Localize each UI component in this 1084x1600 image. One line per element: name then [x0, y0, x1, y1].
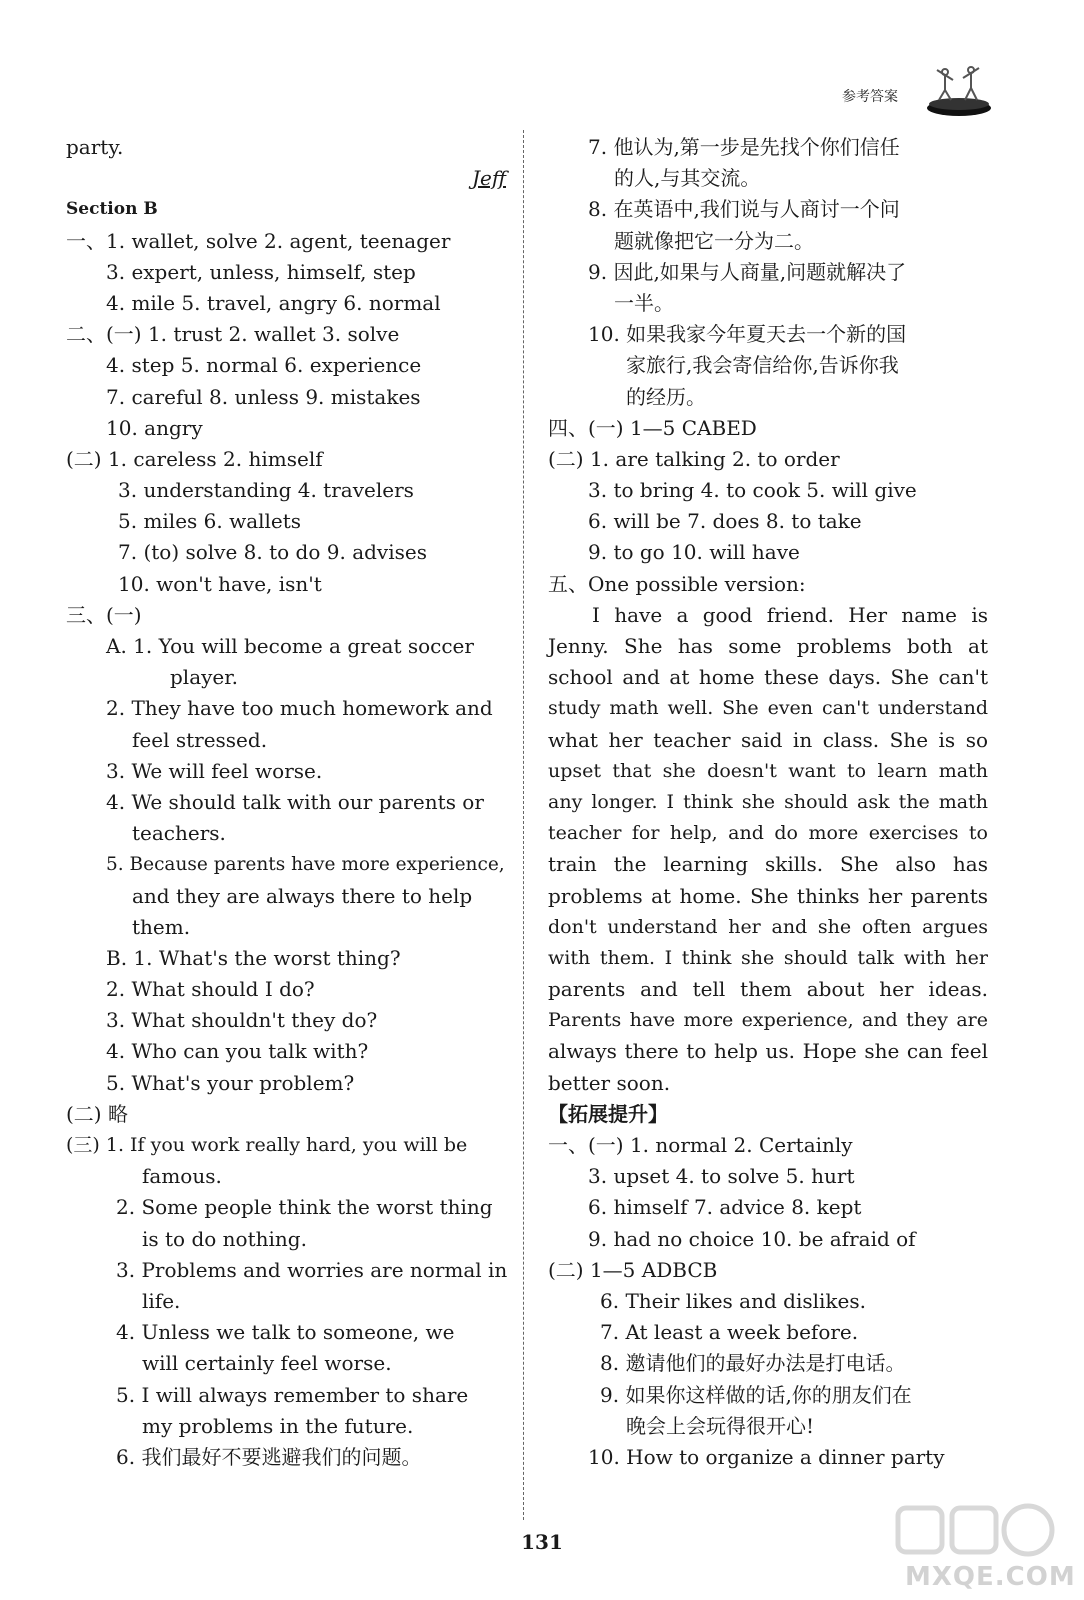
line: 9. 如果你这样做的话,你的朋友们在	[600, 1382, 912, 1407]
line: study math well. She even can't understand	[548, 697, 988, 720]
line: teachers.	[132, 821, 226, 846]
header-figures-icon	[925, 62, 993, 118]
line: parents and tell them about her ideas.	[548, 977, 988, 1002]
line: feel stressed.	[132, 727, 268, 752]
line: 9. to go 10. will have	[588, 540, 800, 565]
line: 8. 在英语中,我们说与人商讨一个问	[588, 197, 900, 222]
line: player.	[170, 665, 238, 690]
line: and they are always there to help	[132, 883, 473, 908]
line: 7. At least a week before.	[600, 1320, 859, 1345]
line: with them. I think she should talk with her	[548, 946, 988, 969]
line: 4. mile 5. travel, angry 6. normal	[106, 290, 441, 315]
section-heading: 【拓展提升】	[548, 1101, 668, 1126]
line: 的人,与其交流。	[614, 166, 761, 191]
line: 10. 如果我家今年夏天去一个新的国	[588, 322, 907, 347]
line: (三) 1. If you work really hard, you will be	[66, 1134, 468, 1156]
line: 4. step 5. normal 6. experience	[106, 353, 422, 378]
line: 7. 他认为,第一步是先找个你们信任	[588, 135, 900, 159]
line: 9. had no choice 10. be afraid of	[588, 1226, 916, 1251]
line: 7. (to) solve 8. to do 9. advises	[118, 540, 427, 565]
line: 8. 邀请他们的最好办法是打电话。	[600, 1351, 906, 1376]
line: (二) 1. careless 2. himself	[66, 446, 323, 471]
right-column	[548, 132, 988, 1473]
line: don't understand her and she often argues	[548, 915, 988, 938]
line: 2. They have too much homework and	[106, 696, 493, 721]
line: 3. What shouldn't they do?	[106, 1008, 378, 1033]
line: 一、1. wallet, solve 2. agent, teenager	[66, 228, 451, 253]
line: what her teacher said in class. She is so	[548, 727, 988, 752]
line: 10. How to organize a dinner party	[588, 1444, 945, 1469]
line: train the learning skills. She also has	[548, 852, 988, 877]
line: famous.	[142, 1164, 222, 1189]
line: (二) 1—5 ADBCB	[548, 1257, 718, 1282]
line: 3. understanding 4. travelers	[118, 478, 414, 503]
line: upset that she doesn't want to learn math	[548, 759, 988, 782]
line: party.	[66, 135, 124, 159]
line: 3. expert, unless, himself, step	[106, 259, 416, 284]
line: them.	[132, 914, 191, 939]
line: any longer. I think she should ask the math	[548, 790, 988, 813]
line: school and at home these days. She can't	[548, 665, 988, 690]
line: 三、(一)	[66, 602, 142, 627]
line: 7. careful 8. unless 9. mistakes	[106, 384, 421, 409]
line: 6. 我们最好不要逃避我们的问题。	[116, 1444, 422, 1469]
signature: Jeff	[471, 166, 506, 191]
line: 4. Who can you talk with?	[106, 1039, 369, 1064]
line: better soon.	[548, 1070, 671, 1095]
line: 五、One possible version:	[548, 571, 806, 596]
line: 2. What should I do?	[106, 977, 315, 1002]
line: 9. 因此,如果与人商量,问题就解决了	[588, 259, 907, 284]
line: teacher for help, and do more exercises to	[548, 822, 988, 845]
section-heading: Section B	[66, 199, 158, 220]
line: my problems in the future.	[142, 1413, 414, 1438]
line: Jenny. She has some problems both at	[548, 634, 988, 658]
line: 4. Unless we talk to someone, we	[116, 1320, 455, 1345]
line: 家旅行,我会寄信给你,告诉你我	[626, 353, 899, 378]
line: 晚会上会玩得很开心!	[626, 1413, 815, 1438]
signature-line	[66, 163, 506, 194]
line: 5. I will always remember to share	[116, 1382, 469, 1407]
line: 二、(一) 1. trust 2. wallet 3. solve	[66, 322, 400, 347]
line: A. 1. You will become a great soccer	[106, 634, 474, 658]
line: 题就像把它一分为二。	[614, 228, 814, 253]
line: (二) 1. are talking 2. to order	[548, 446, 840, 471]
line: Parents have more experience, and they are	[548, 1009, 988, 1032]
line: 一半。	[614, 290, 674, 315]
page-number: 131	[521, 1530, 563, 1554]
line: 4. We should talk with our parents or	[106, 789, 484, 814]
line: will certainly feel worse.	[142, 1351, 392, 1376]
line: (二) 略	[66, 1101, 128, 1126]
line: 四、(一) 1—5 CABED	[548, 415, 757, 440]
line: 6. will be 7. does 8. to take	[588, 509, 862, 534]
line: 2. Some people think the worst thing	[116, 1195, 493, 1220]
line: always there to help us. Hope she can feel	[548, 1039, 988, 1064]
line: is to do nothing.	[142, 1226, 307, 1251]
line: 3. Problems and worries are normal in	[116, 1257, 508, 1282]
line: 3. to bring 4. to cook 5. will give	[588, 478, 917, 503]
line: B. 1. What's the worst thing?	[106, 945, 401, 970]
line: 3. We will feel worse.	[106, 758, 323, 783]
left-column	[66, 132, 506, 1473]
line: 5. What's your problem?	[106, 1070, 355, 1095]
line: 一、(一) 1. normal 2. Certainly	[548, 1133, 853, 1157]
line: 3. upset 4. to solve 5. hurt	[588, 1164, 855, 1189]
composition-paragraph	[548, 600, 988, 1099]
line: life.	[142, 1288, 181, 1313]
watermark-text: MXQE.COM	[905, 1562, 1076, 1592]
line: 10. angry	[106, 415, 203, 440]
header-label: 参考答案	[842, 89, 898, 105]
line: problems at home. She thinks her parents	[548, 883, 988, 908]
line: 5. miles 6. wallets	[118, 509, 302, 534]
line: I have a good friend. Her name is	[592, 602, 988, 627]
line: 的经历。	[626, 384, 706, 409]
line: 10. won't have, isn't	[118, 571, 322, 596]
column-divider	[523, 130, 524, 1520]
line: 5. Because parents have more experience,	[106, 854, 505, 876]
line: 6. Their likes and dislikes.	[600, 1288, 866, 1313]
line: 6. himself 7. advice 8. kept	[588, 1195, 862, 1220]
